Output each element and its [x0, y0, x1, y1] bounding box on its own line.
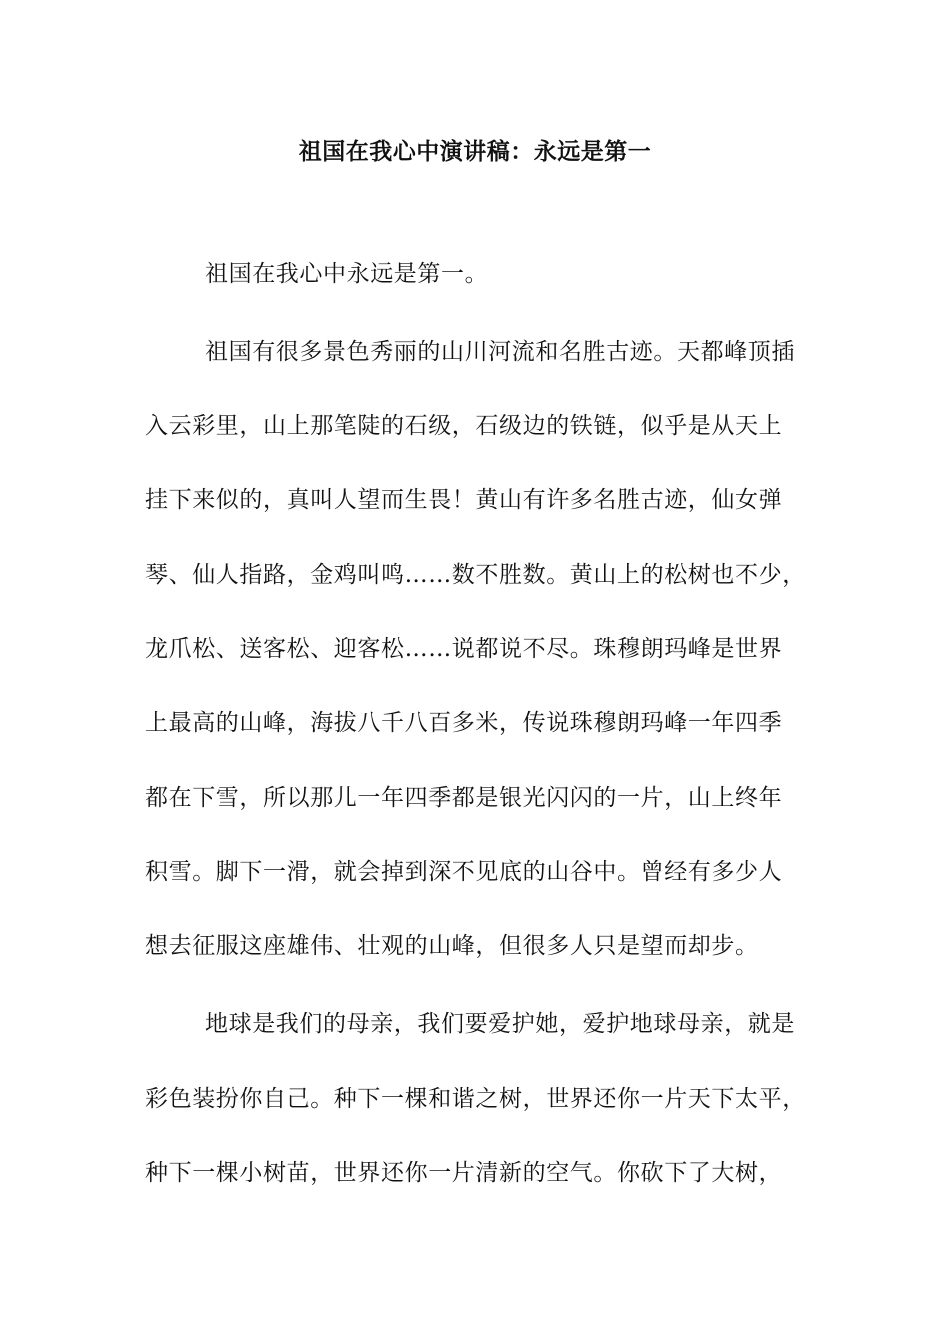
- paragraph-line: 入云彩里，山上那笔陡的石级，石级边的铁链，似乎是从天上: [145, 413, 783, 439]
- document-title: 祖国在我心中演讲稿：永远是第一: [298, 138, 652, 165]
- paragraph-line: 龙爪松、送客松、迎客松……说都说不尽。珠穆朗玛峰是世界: [145, 636, 783, 662]
- paragraph-line: 种下一棵小树苗，世界还你一片清新的空气。你砍下了大树，: [145, 1160, 783, 1186]
- paragraph-line: 彩色装扮你自己。种下一棵和谐之树，世界还你一片天下太平，: [145, 1086, 806, 1112]
- paragraph-line: 积雪。脚下一滑，就会掉到深不见底的山谷中。曾经有多少人: [145, 859, 783, 885]
- paragraph-line: 都在下雪，所以那儿一年四季都是银光闪闪的一片，山上终年: [145, 785, 783, 811]
- paragraph-line: 祖国有很多景色秀丽的山川河流和名胜古迹。天都峰顶插: [205, 339, 795, 365]
- paragraph-line: 想去征服这座雄伟、壮观的山峰，但很多人只是望而却步。: [145, 933, 759, 959]
- paragraph-line: 地球是我们的母亲，我们要爱护她，爱护地球母亲，就是: [205, 1011, 795, 1037]
- paragraph-line: 上最高的山峰，海拔八千八百多米，传说珠穆朗玛峰一年四季: [145, 710, 783, 736]
- paragraph-line: 祖国在我心中永远是第一。: [205, 261, 489, 287]
- paragraph-line: 挂下来似的，真叫人望而生畏！黄山有许多名胜古迹，仙女弹: [145, 487, 783, 513]
- paragraph-line: 琴、仙人指路，金鸡叫鸣……数不胜数。黄山上的松树也不少，: [145, 562, 806, 588]
